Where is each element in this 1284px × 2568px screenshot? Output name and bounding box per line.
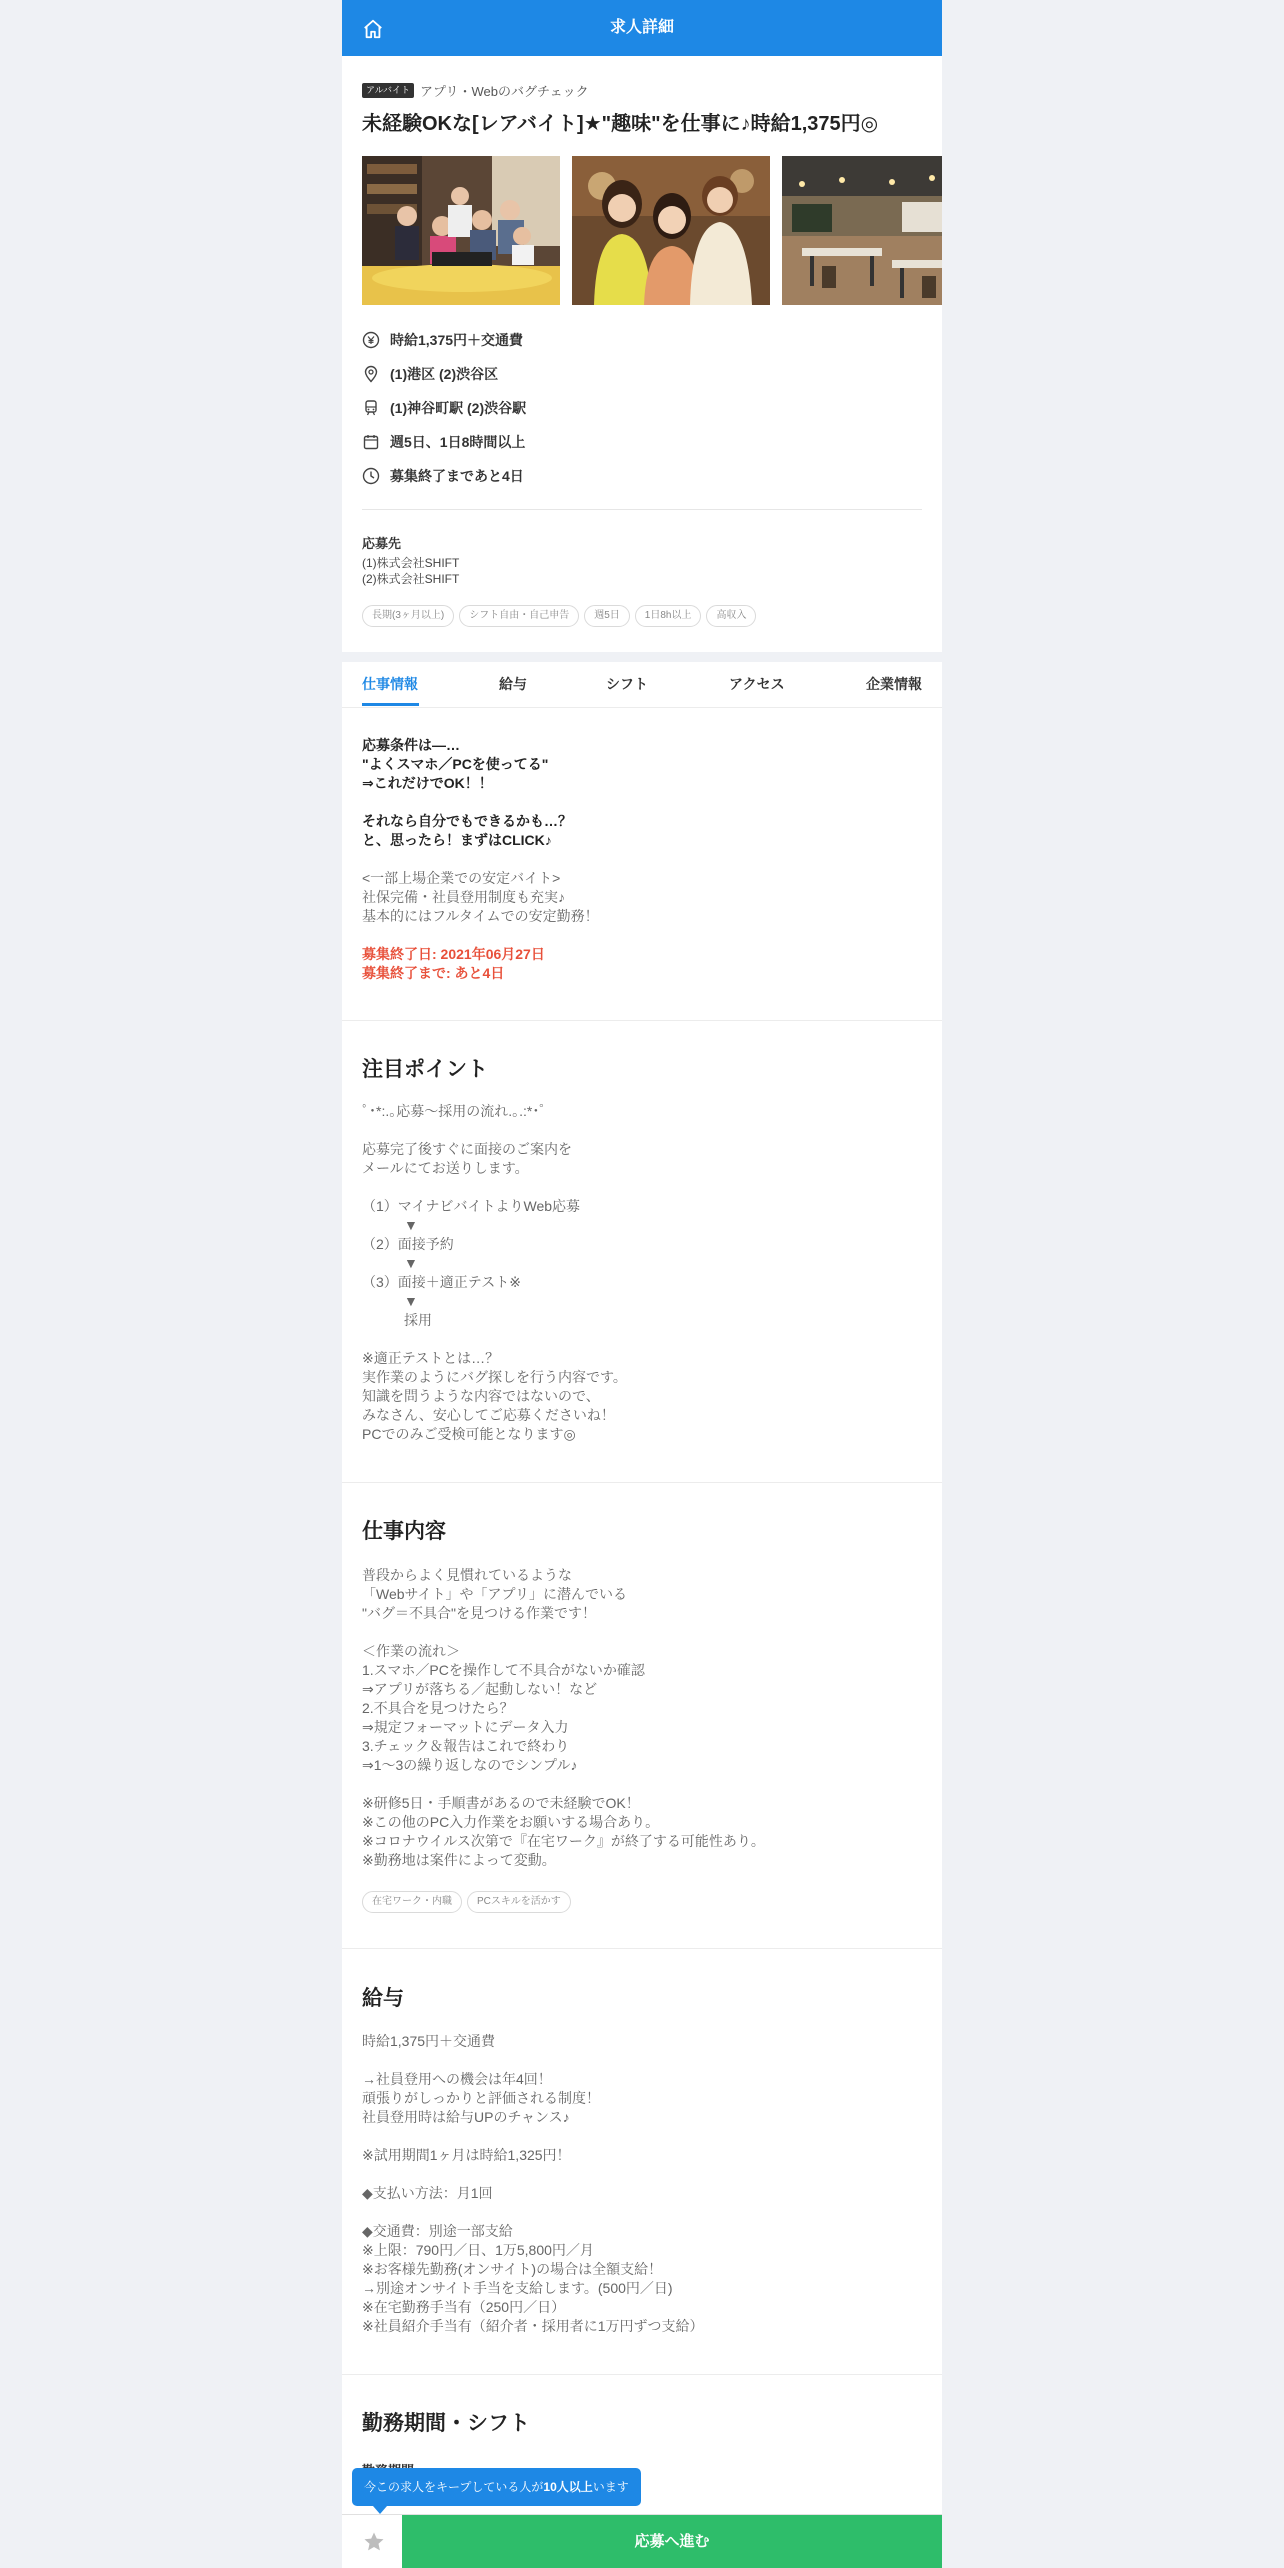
train-icon <box>362 399 380 417</box>
active-tab-indicator <box>362 703 419 706</box>
job-category-row <box>362 82 589 98</box>
job-title: 未経験OKな[レアバイト]★"趣味"を仕事に♪時給1,375円◎ <box>362 113 879 135</box>
info-schedule <box>362 431 525 453</box>
page-column <box>342 0 942 2568</box>
tag-remote-work: 在宅ワーク・内職 <box>362 1891 462 1913</box>
info-deadline <box>362 465 524 487</box>
tag-high-income: 高収入 <box>706 605 756 627</box>
tag-pc-skills: PCスキルを活かす <box>467 1891 571 1913</box>
info-station-text: (1)神谷町駅 (2)渋谷駅 <box>390 400 527 416</box>
tab-salary[interactable]: 給与 <box>499 676 527 692</box>
employer-line-2: (2)株式会社SHIFT <box>362 572 460 586</box>
tooltip-prefix: 今この求人をキープしている人が <box>364 2480 544 2494</box>
tab-shift[interactable]: シフト <box>606 676 648 692</box>
section-divider <box>342 2374 942 2375</box>
tooltip-arrow <box>373 2506 387 2514</box>
section-divider <box>342 1948 942 1949</box>
info-area-text: (1)港区 (2)渋谷区 <box>390 366 499 382</box>
divider <box>362 509 922 510</box>
info-schedule-text: 週5日、1日8時間以上 <box>390 434 526 450</box>
section-band <box>342 652 942 662</box>
employer-line-1: (1)株式会社SHIFT <box>362 556 460 570</box>
work-heading: 仕事内容 <box>362 1520 446 1543</box>
deadline-remaining: 募集終了まで: あと4日 <box>362 965 505 981</box>
tag-8h-plus: 1日8h以上 <box>635 605 702 627</box>
section-divider <box>342 1482 942 1483</box>
bottom-action-bar <box>342 2514 942 2568</box>
work-text: 普段からよく見慣れているような 「Webサイト」や「アプリ」に潜んでいる "バグ＝不具合"を見つける作業です！ ＜作業の流れ＞ 1.スマホ／PCを操作して不具合がないか確認 ⇒アプリが落ちる／起動しない！など 2.不具合を見つけたら？ ⇒規定フォーマットにデータ入力 3.チェック＆報告はこれで終わり ⇒1～3の繰り返しなのでシンプル♪ ※研修5日・手順書があるので未経験でOK！ ※この他のPC入力作業をお願いする場合あり。 ※コロナウイルス次第で『在宅ワーク』が終了する可能性あり。 ※勤務地は案件によって変動。 <box>362 1567 765 1868</box>
tooltip-count: 10人以上 <box>543 2480 593 2494</box>
employer-label: 応募先 <box>362 536 402 551</box>
job-category: アプリ・Webのバグチェック <box>420 83 589 99</box>
map-pin-icon <box>362 365 380 383</box>
points-text: ﾟ･*:.｡応募～採用の流れ.｡.:*･゜ 応募完了後すぐに面接のご案内を メールにてお送りします。 （1）マイナビバイトよりWeb応募 ▼ （2）面接予約 ▼ （3）面接＋適正テスト※ ▼ 採用 ※適正テストとは…？ 実作業のようにバグ探しを行う内容です。 知識を問うような内容ではないので、 みなさん、安心してご応募くださいね！ PCでのみご受検可能となります◎ <box>362 1103 627 1442</box>
job-photo-three-staff[interactable] <box>572 156 770 305</box>
star-icon[interactable] <box>362 2530 386 2554</box>
yen-icon <box>362 331 380 349</box>
period-heading: 勤務期間・シフト <box>362 2412 530 2435</box>
info-station <box>362 397 526 419</box>
app-header <box>342 0 942 56</box>
tooltip-suffix: います <box>592 2480 629 2494</box>
summary-details: <一部上場企業での安定バイト> 社保完備・社員登用制度も充実♪ 基本的にはフルタイムでの安定勤務！ <box>362 870 599 924</box>
tab-company-info[interactable]: 企業情報 <box>866 676 922 692</box>
tab-bar-divider <box>342 707 942 708</box>
deadline-date: 募集終了日: 2021年06月27日 <box>362 946 545 962</box>
section-divider <box>342 1020 942 1021</box>
salary-heading: 給与 <box>362 1987 404 2010</box>
info-wage-text: 時給1,375円＋交通費 <box>390 332 524 348</box>
feature-tags <box>362 605 761 627</box>
info-deadline-text: 募集終了まであと4日 <box>390 468 524 484</box>
tab-job-info[interactable]: 仕事情報 <box>362 676 418 692</box>
tag-5-days: 週5日 <box>584 605 630 627</box>
tag-free-shift: シフト自由・自己申告 <box>459 605 579 627</box>
apply-button[interactable]: 応募へ進む <box>402 2515 942 2568</box>
tab-access[interactable]: アクセス <box>729 676 785 692</box>
employment-type-badge: アルバイト <box>362 83 414 98</box>
points-heading: 注目ポイント <box>362 1058 488 1081</box>
header-title: 求人詳細 <box>609 19 674 36</box>
calendar-icon <box>362 433 380 451</box>
clock-icon <box>362 467 380 485</box>
keep-count-tooltip <box>352 2468 641 2506</box>
job-photo-office-team[interactable] <box>362 156 560 305</box>
info-area <box>362 363 498 385</box>
info-wage <box>362 329 523 351</box>
work-tags <box>362 1891 576 1913</box>
salary-text: 時給1,375円＋交通費 →社員登用への機会は年4回！ 頑張りがしっかりと評価される制度！ 社員登用時は給与UPのチャンス♪ ※試用期間1ヶ月は時給1,325円！ ◆支払い方法：月1回 ◆交通費：別途一部支給 ※上限：790円／日、1万5,800円／月 ※お客様先勤務(オンサイト)の場合は全額支給！ →別途オンサイト手当を支給します。(500円／日) ※在宅勤務手当有（250円／日） ※社員紹介手当有（紹介者・採用者に1万円ずつ支給） <box>362 2033 704 2334</box>
job-photo-office-space[interactable] <box>782 156 942 305</box>
summary-intro: 応募条件は―… "よくスマホ／PCを使ってる" ⇒これだけでOK！！ それなら自分でもできるかも…？ と、思ったら！まずはCLICK♪ <box>362 737 572 848</box>
tag-long-term: 長期(3ヶ月以上) <box>362 605 454 627</box>
